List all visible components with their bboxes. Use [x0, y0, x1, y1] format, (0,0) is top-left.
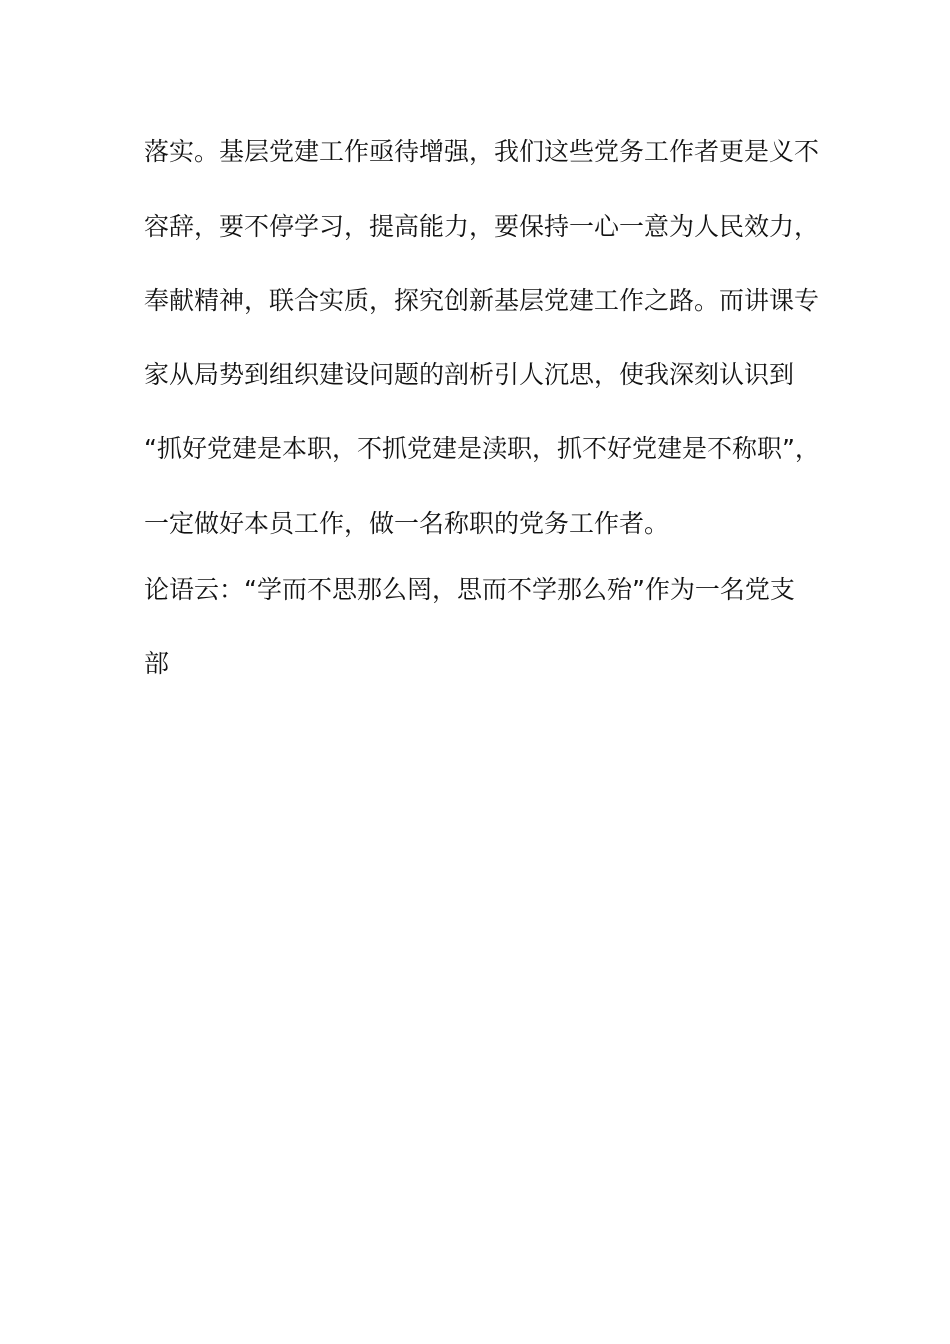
text-line: 一定做好本员工作，做一名称职的党务工作者。 [144, 509, 670, 538]
text-line: “抓好党建是本职，不抓党建是渎职，抓不好党建是不称职”， [144, 434, 820, 463]
text-line: 家从局势到组织建设问题的剖析引人沉思，使我深刻认识到 [144, 360, 795, 389]
text-line: 容辞，要不停学习，提高能力，要保持一心一意为人民效力， [144, 212, 820, 241]
text-line: 论语云：“学而不思那么罔，思而不学那么殆”作为一名党支 [144, 575, 795, 604]
text-line: 奉献精神，联合实质，探究创新基层党建工作之路。而讲课专 [144, 286, 820, 315]
text-line: 部 [144, 649, 170, 678]
text-line: 落实。基层党建工作亟待增强，我们这些党务工作者更是义不 [144, 137, 820, 166]
